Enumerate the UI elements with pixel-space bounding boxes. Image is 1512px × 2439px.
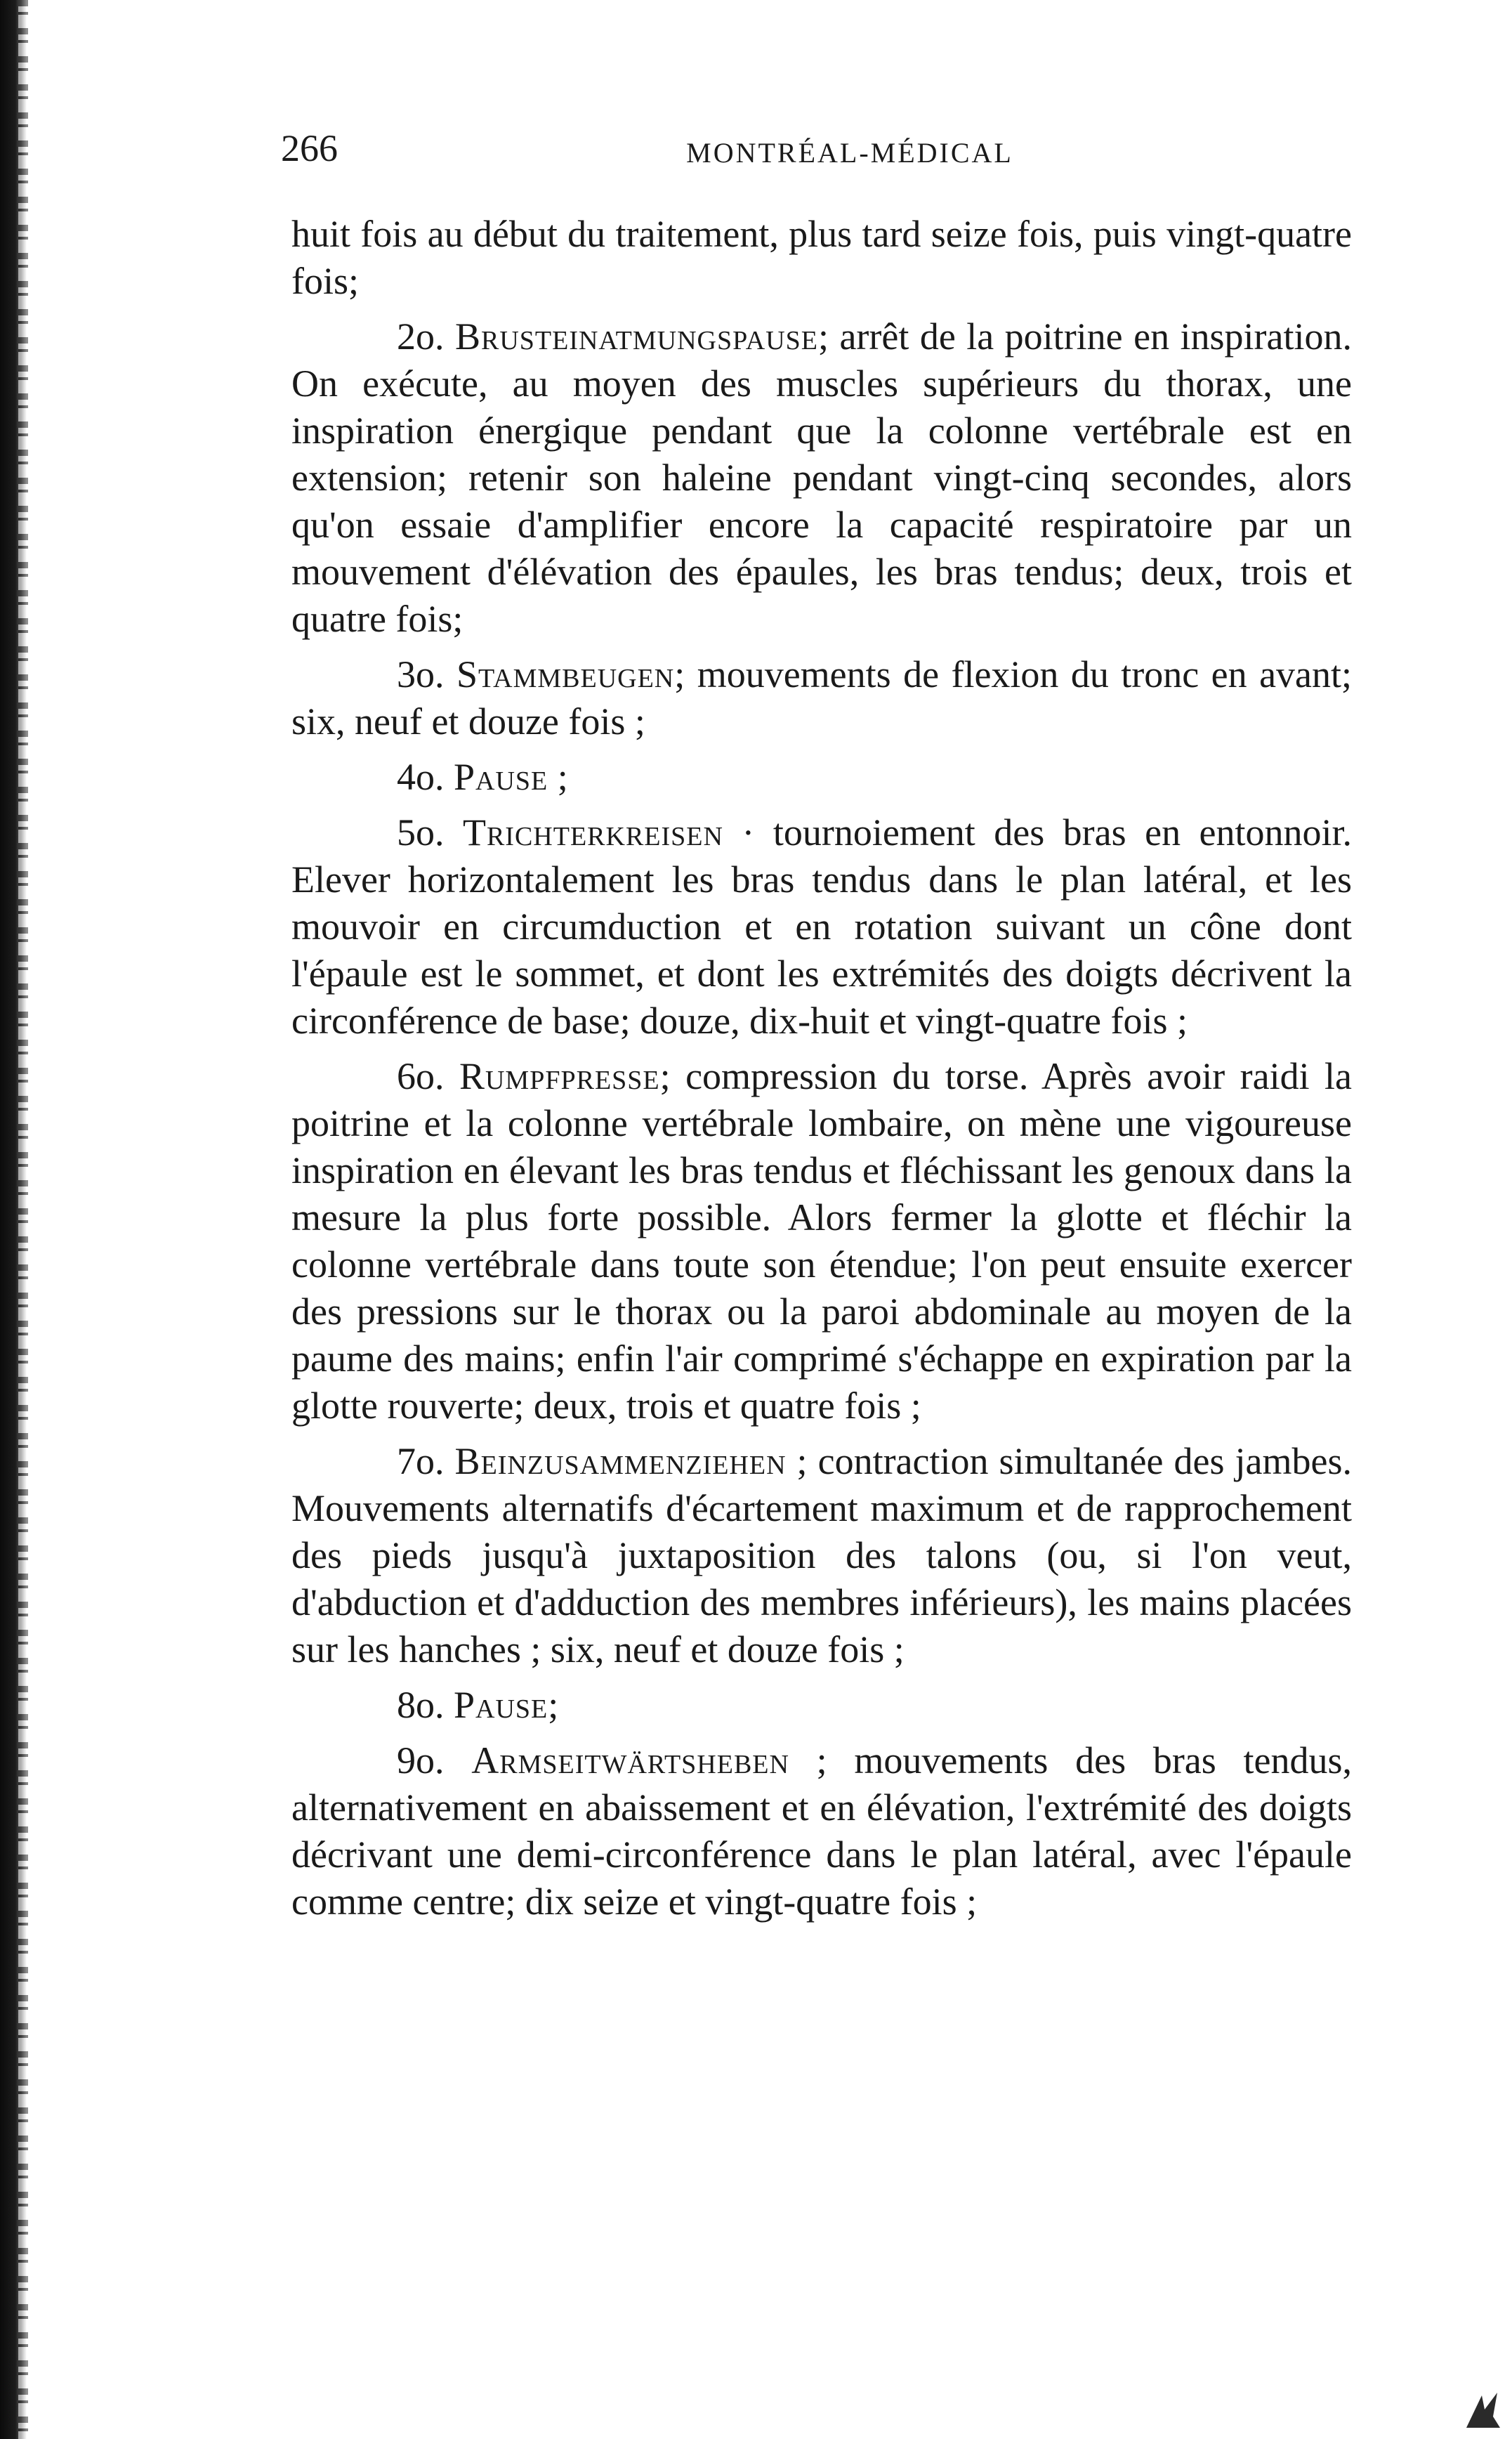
page-body <box>291 211 1352 1934</box>
item-text: ; arrêt de la poitrine en inspiration. On exécute, au moyen des muscles supérieurs du thorax, une inspiration énergique pendant que la colonne vertébrale est en extension; retenir son haleine pendant vingt-cinq secondes, alors qu'on essaie d'amplifier encore la capacité respiratoire par un mouvement d'élévation des épaules, les bras tendus; deux, trois et quatre fois; <box>291 315 1353 640</box>
exercise-item-2 <box>291 313 1352 643</box>
item-number: 9o. <box>397 1739 445 1781</box>
item-text: ; mouvements de flexion du tronc en avant; six, neuf et douze fois ; <box>291 653 1353 743</box>
exercise-item-3 <box>291 651 1352 745</box>
item-text: ; mouvements des bras tendus, alternativement en abaissement et en élévation, l'extrémité des doigts décrivant une demi-circonférence dans le plan latéral, avec l'épaule comme centre; dix seize et vingt-quatre fois ; <box>291 1739 1352 1923</box>
exercise-item-6 <box>291 1053 1352 1430</box>
item-number: 5o. <box>397 811 445 854</box>
page-header <box>281 126 1348 183</box>
item-text: · tournoiement des bras en entonnoir. Elever horizontalement les bras tendus dans le plan latéral, et les mouvoir en circumduction et en rotation suivant un cône dont l'épaule est le sommet, et dont les extrémités des doigts décrivent la circonférence de base; douze, dix-huit et vingt-quatre fois ; <box>291 811 1353 1042</box>
corner-ornament-icon <box>1461 2388 1503 2431</box>
exercise-item-7 <box>291 1438 1352 1673</box>
scan-binding-edge <box>0 0 27 2439</box>
item-text: ; compression du torse. Après avoir raidi la poitrine et la colonne vertébrale lombaire, on mène une vigoureuse inspiration en élevant les bras tendus et fléchissant les genoux dans la mesure la plus forte possible. Alors fermer la glotte et fléchir la colonne vertébrale dans toute son étendue; l'on peut ensuite exercer des pressions sur le thorax ou la paroi abdominale au moyen de la paume des mains; enfin l'air comprimé s'échappe en expiration par la glotte rouverte; deux, trois et quatre fois ; <box>291 1055 1353 1427</box>
exercise-term: Trichterkreisen <box>462 811 723 854</box>
exercise-term: Pause <box>454 756 548 798</box>
exercise-item-4 <box>291 754 1352 801</box>
item-number: 4o. <box>397 756 445 798</box>
exercise-term: Armseitwärtsheben <box>471 1739 789 1781</box>
exercise-item-8 <box>291 1682 1352 1729</box>
item-number: 7o. <box>397 1440 445 1482</box>
item-text: ; <box>548 756 568 798</box>
exercise-term: Brusteinatmungspause <box>454 315 818 358</box>
exercise-item-9 <box>291 1737 1352 1925</box>
item-text: ; <box>548 1684 559 1726</box>
exercise-term: Stammbeugen <box>456 653 675 695</box>
item-text: ; contraction simultanée des jambes. Mouvements alternatifs d'écartement maximum et de rapprochement des pieds jusqu'à juxtaposition des talons (ou, si l'on veut, d'abduction et d'adduction des membres inférieurs), les mains placées sur les hanches ; six, neuf et douze fois ; <box>291 1440 1353 1670</box>
exercise-term: Beinzusammenziehen <box>454 1440 787 1482</box>
item-number: 6o. <box>397 1055 445 1097</box>
exercise-term: Pause <box>454 1684 548 1726</box>
paragraph-continuation <box>291 211 1352 305</box>
item-number: 2o. <box>397 315 445 358</box>
page-number: 266 <box>281 127 338 169</box>
running-head: MONTRÉAL-MÉDICAL <box>686 137 1013 169</box>
exercise-term: Rumpfpresse <box>459 1055 660 1097</box>
item-number: 3o. <box>397 653 445 695</box>
paragraph-text: huit fois au début du traitement, plus tard seize fois, puis vingt-quatre fois; <box>291 213 1352 302</box>
exercise-item-5 <box>291 809 1352 1045</box>
item-number: 8o. <box>397 1684 445 1726</box>
